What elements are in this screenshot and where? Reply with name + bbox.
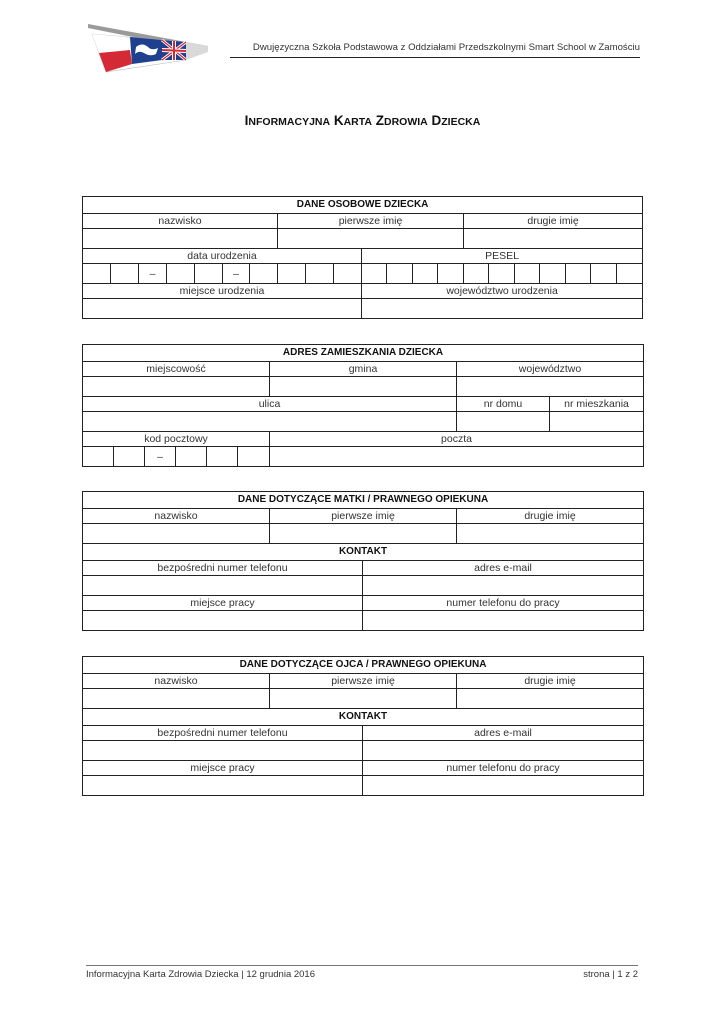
section-title-father-contact: KONTAKT [83, 709, 644, 726]
birth-date-digit[interactable] [278, 264, 306, 284]
address-table [82, 344, 644, 467]
birth-date-digit[interactable] [167, 264, 195, 284]
field-birth-place[interactable] [83, 299, 362, 319]
field-first-name[interactable] [278, 229, 464, 249]
label-mother-first-name: pierwsze imię [270, 509, 457, 524]
field-surname[interactable] [83, 229, 278, 249]
school-name: Dwujęzyczna Szkoła Podstawowa z Oddziałami Przedszkolnymi Smart School w Zamościu [252, 42, 640, 53]
field-father-surname[interactable] [83, 689, 270, 709]
birth-date-digit[interactable] [195, 264, 223, 284]
field-mother-workplace[interactable] [83, 611, 363, 631]
birth-date-digit[interactable] [83, 264, 111, 284]
label-father-first-name: pierwsze imię [270, 674, 457, 689]
label-pesel: PESEL [362, 249, 643, 264]
pesel-digit[interactable] [362, 264, 387, 284]
postal-code-digit[interactable] [238, 447, 270, 467]
header-divider [230, 57, 640, 58]
label-house-number: nr domu [457, 397, 550, 412]
pesel-digit[interactable] [617, 264, 643, 284]
label-mother-work-phone: numer telefonu do pracy [363, 596, 644, 611]
field-province[interactable] [457, 377, 644, 397]
section-title-address: ADRES ZAMIESZKANIA DZIECKA [83, 345, 644, 362]
section-title-personal: DANE OSOBOWE DZIECKA [83, 197, 643, 214]
birth-date-separator: – [139, 264, 167, 284]
label-father-work-phone: numer telefonu do pracy [363, 761, 644, 776]
field-house-number[interactable] [457, 412, 550, 432]
field-apartment-number[interactable] [550, 412, 644, 432]
pesel-digit[interactable] [413, 264, 438, 284]
pesel-digit[interactable] [438, 264, 464, 284]
postal-code-separator: – [145, 447, 176, 467]
label-father-surname: nazwisko [83, 674, 270, 689]
label-municipality: gmina [270, 362, 457, 377]
section-title-father: DANE DOTYCZĄCE OJCA / PRAWNEGO OPIEKUNA [83, 657, 644, 674]
footer-document-info: Informacyjna Karta Zdrowia Dziecka | 12 grudnia 2016 [86, 969, 316, 980]
section-title-mother-contact: KONTAKT [83, 544, 644, 561]
school-logo [86, 20, 211, 74]
birth-date-digit[interactable] [334, 264, 362, 284]
label-postal-code: kod pocztowy [83, 432, 270, 447]
page-title: INFORMACYJNA KARTA ZDROWIA DZIECKA [244, 113, 481, 128]
label-mother-second-name: drugie imię [457, 509, 644, 524]
field-mother-surname[interactable] [83, 524, 270, 544]
label-birth-date: data urodzenia [83, 249, 362, 264]
footer-divider [86, 965, 638, 966]
personal-data-table [82, 196, 643, 319]
pesel-digit[interactable] [591, 264, 617, 284]
field-father-email[interactable] [363, 741, 644, 761]
field-father-work-phone[interactable] [363, 776, 644, 796]
pesel-digit[interactable] [515, 264, 540, 284]
footer-page-number: strona | 1 z 2 [583, 969, 638, 980]
field-father-second-name[interactable] [457, 689, 644, 709]
section-title-mother: DANE DOTYCZĄCE MATKI / PRAWNEGO OPIEKUNA [83, 492, 644, 509]
father-data-table [82, 656, 644, 796]
pesel-digit[interactable] [566, 264, 591, 284]
label-post-office: poczta [270, 432, 644, 447]
field-mother-work-phone[interactable] [363, 611, 644, 631]
birth-date-separator: – [223, 264, 250, 284]
label-apartment-number: nr mieszkania [550, 397, 644, 412]
field-father-workplace[interactable] [83, 776, 363, 796]
mother-data-table [82, 491, 644, 631]
birth-date-digit[interactable] [250, 264, 278, 284]
field-post-office[interactable] [270, 447, 644, 467]
field-mother-second-name[interactable] [457, 524, 644, 544]
field-mother-first-name[interactable] [270, 524, 457, 544]
field-father-first-name[interactable] [270, 689, 457, 709]
field-mother-email[interactable] [363, 576, 644, 596]
label-second-name: drugie imię [464, 214, 643, 229]
label-mother-email: adres e-mail [363, 561, 644, 576]
postal-code-digit[interactable] [176, 447, 207, 467]
pesel-digit[interactable] [540, 264, 566, 284]
label-father-email: adres e-mail [363, 726, 644, 741]
field-father-phone[interactable] [83, 741, 363, 761]
label-first-name: pierwsze imię [278, 214, 464, 229]
label-mother-workplace: miejsce pracy [83, 596, 363, 611]
field-mother-phone[interactable] [83, 576, 363, 596]
label-birth-place: miejsce urodzenia [83, 284, 362, 299]
postal-code-digit[interactable] [83, 447, 114, 467]
label-province: województwo [457, 362, 644, 377]
field-second-name[interactable] [464, 229, 643, 249]
birth-date-digit[interactable] [111, 264, 139, 284]
pesel-digit[interactable] [387, 264, 413, 284]
label-father-second-name: drugie imię [457, 674, 644, 689]
label-birth-province: województwo urodzenia [362, 284, 643, 299]
pesel-digit[interactable] [464, 264, 489, 284]
field-town[interactable] [83, 377, 270, 397]
field-municipality[interactable] [270, 377, 457, 397]
postal-code-digit[interactable] [207, 447, 238, 467]
label-street: ulica [83, 397, 457, 412]
birth-date-digit[interactable] [306, 264, 334, 284]
label-father-workplace: miejsce pracy [83, 761, 363, 776]
label-mother-phone: bezpośredni numer telefonu [83, 561, 363, 576]
field-street[interactable] [83, 412, 457, 432]
field-birth-province[interactable] [362, 299, 643, 319]
label-surname: nazwisko [83, 214, 278, 229]
postal-code-digit[interactable] [114, 447, 145, 467]
label-town: miejscowość [83, 362, 270, 377]
label-father-phone: bezpośredni numer telefonu [83, 726, 363, 741]
label-mother-surname: nazwisko [83, 509, 270, 524]
pesel-digit[interactable] [489, 264, 515, 284]
